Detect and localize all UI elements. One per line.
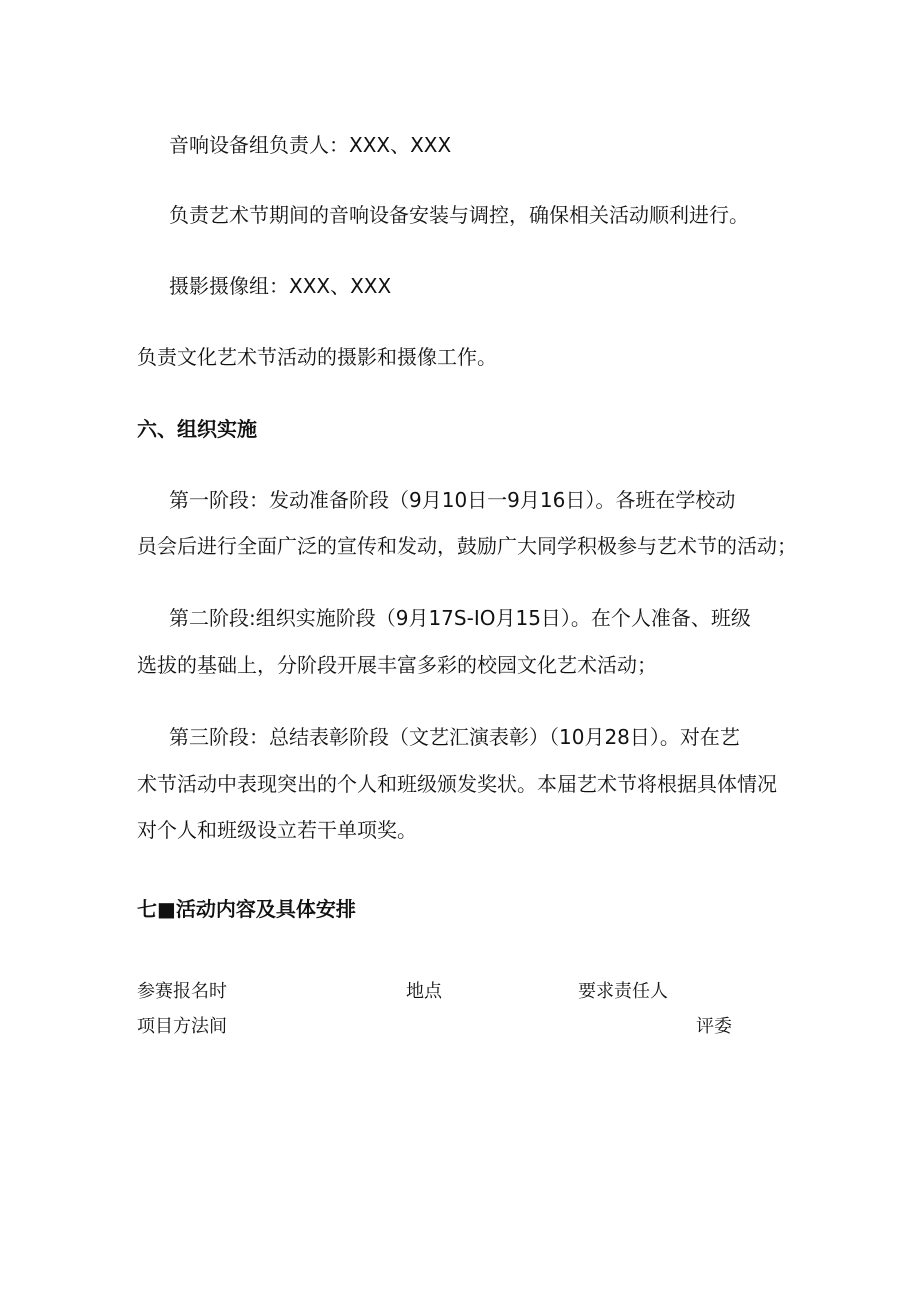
audio-duty-line: 负责艺术节期间的音响设备安装与调控，确保相关活动顺利进行。 — [169, 203, 749, 227]
photo-group-line: 摄影摄像组：XXX、XXX — [169, 274, 392, 298]
audio-group-line: 音响设备组负责人：XXX、XXX — [169, 133, 452, 157]
section7-heading: 七■活动内容及具体安排 — [137, 897, 356, 921]
stage3-line3: 对个人和班级设立若干单项奖。 — [137, 818, 417, 842]
stage3-line1: 第三阶段：总结表彰阶段（文艺汇演表彰）（10月28日）。对在艺 — [169, 725, 740, 749]
table-header-project-method: 项目方法间 — [137, 1016, 227, 1037]
photo-duty-line: 负责文化艺术节活动的摄影和摄像工作。 — [137, 345, 497, 369]
section6-heading: 六、组织实施 — [137, 417, 257, 441]
table-header-requirements-owner: 要求责任人 — [578, 981, 668, 1002]
stage1-line2: 员会后进行全面广泛的宣传和发动，鼓励广大同学积极参与艺术节的活动； — [137, 534, 797, 558]
stage1-line1: 第一阶段：发动准备阶段（9月10日一9月16日）。各班在学校动 — [169, 488, 736, 512]
stage2-line1: 第二阶段:组织实施阶段（9月17S-IO月15日）。在个人准备、班级 — [169, 606, 751, 630]
table-header-signup-time: 参赛报名时 — [137, 981, 227, 1002]
stage2-line2: 选拔的基础上，分阶段开展丰富多彩的校园文化艺术活动； — [137, 653, 657, 677]
stage3-line2: 术节活动中表现突出的个人和班级颁发奖状。本届艺术节将根据具体情况 — [137, 772, 777, 796]
table-header-judges: 评委 — [696, 1016, 732, 1037]
table-header-location: 地点 — [406, 981, 442, 1002]
